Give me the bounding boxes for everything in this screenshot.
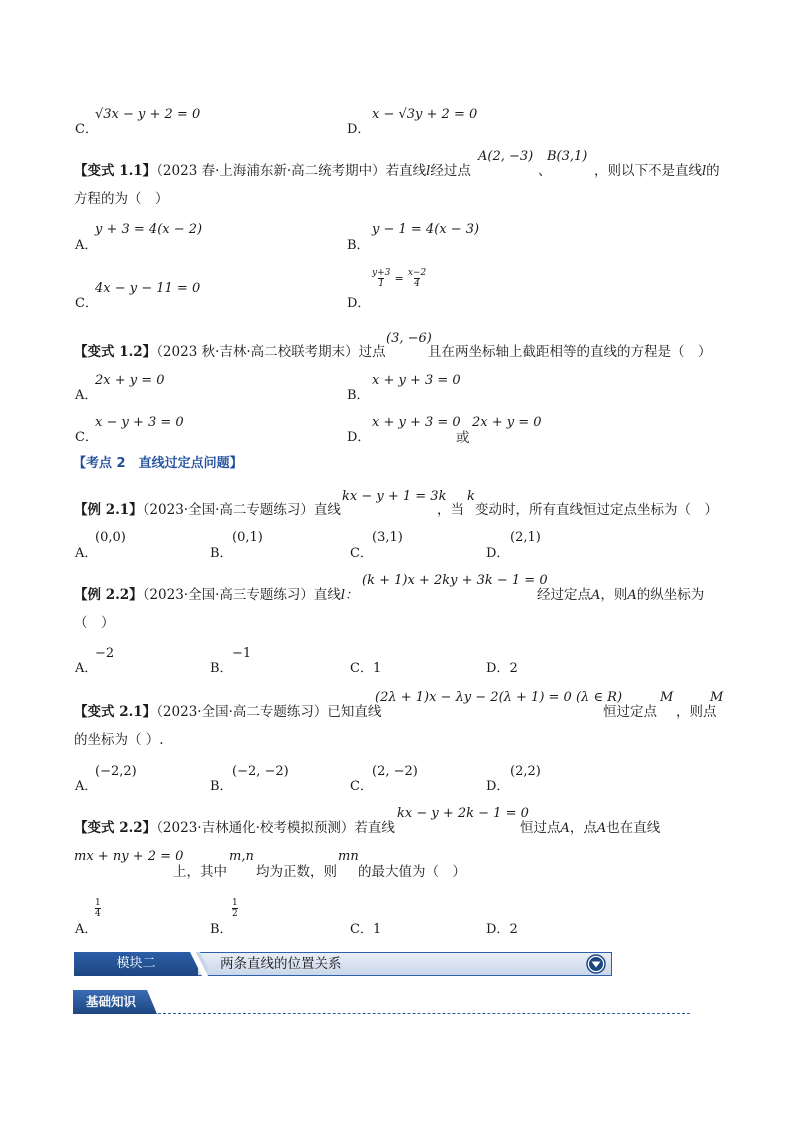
v21-option-d: (2,2) (510, 764, 541, 779)
v12-text2: 且在两坐标轴上截距相等的直线的方程是（ ） (428, 344, 712, 360)
v12-option-d-math2: 2x + y = 0 (472, 415, 542, 430)
e22-equation: (k + 1)x + 2ky + 3k − 1 = 0 (362, 573, 548, 588)
v21-option-d-label: D． (486, 779, 510, 794)
v21-question-line2: 的坐标为（ ）. (74, 732, 164, 748)
section-heading: 【考点 2 直线过定点问题】 (73, 456, 243, 471)
v21-text3: ，则点 (676, 704, 717, 720)
fraction: $\frac{1}{4}$ (95, 898, 101, 919)
e22-source: （2023·全国·高三专题练习） (142, 587, 314, 603)
option-d-label: D． (347, 122, 371, 137)
v12-option-d-label: D． (347, 430, 371, 445)
v22-vars-mn: m,n (229, 849, 254, 864)
e22-question-line1 (74, 583, 358, 603)
v11-point-a: A(2, −3) (478, 149, 534, 164)
v22-text6: 均为正数，则 (256, 864, 337, 880)
e22-text3: ，则 (600, 587, 628, 603)
v22-tag: 【变式 2.2】 (74, 820, 157, 836)
v12-option-a-label: A． (75, 388, 98, 403)
option-c-math: √3x − y + 2 = 0 (95, 107, 201, 122)
v11-question-line1b (594, 159, 720, 179)
module-title: 两条直线的位置关系 (220, 956, 342, 972)
v22-equation: kx − y + 2k − 1 = 0 (397, 806, 529, 821)
e22-text4: 的纵坐标为 (636, 587, 705, 603)
basics-tab (73, 990, 157, 1014)
v11-var-l: l (426, 164, 431, 179)
v12-option-a-math: 2x + y = 0 (95, 373, 165, 388)
e21-tag: 【例 2.1】 (74, 502, 143, 518)
v11-option-b-label: B． (347, 238, 370, 253)
option-d-math: x − √3y + 2 = 0 (372, 107, 478, 122)
e22-var-l: l： (340, 588, 359, 603)
v21-var-m-2: M (710, 690, 724, 705)
e22-var-a: A (591, 588, 601, 603)
v11-option-a-math: y + 3 = 4(x − 2) (95, 222, 203, 237)
v22-equation2: mx + ny + 2 = 0 (74, 849, 184, 864)
e22-option-d-label: D．2 (486, 661, 518, 676)
chevron-down-circle-icon[interactable] (586, 954, 606, 974)
v21-text1: 已知直线 (327, 704, 382, 720)
v22-text5: 上，其中 (173, 864, 227, 880)
v21-option-c: (2, −2) (372, 764, 418, 779)
e22-option-b: −1 (232, 646, 252, 661)
option-c-label: C． (75, 122, 98, 137)
v22-source: （2023·吉林通化·校考模拟预测） (156, 820, 355, 836)
v12-question-line1 (74, 340, 386, 360)
v21-source: （2023·全国·高二专题练习） (156, 704, 328, 720)
v22-var-mn: mn (338, 849, 359, 864)
v22-text1: 若直线 (354, 820, 395, 836)
v22-option-d-label: D．2 (486, 922, 518, 937)
v12-source: （2023 秋·吉林·高二校联考期末） (156, 344, 359, 360)
v11-option-c-math: 4x − y − 11 = 0 (95, 281, 201, 296)
basics-label: 基础知识 (85, 994, 136, 1009)
v12-option-b-math: x + y + 3 = 0 (372, 373, 461, 388)
v11-text2: 经过点 (430, 163, 471, 179)
v21-var-m: M (660, 690, 674, 705)
v11-source: （2023 春·上海浦东新·高二统考期中） (156, 163, 386, 179)
fraction: $\frac{x-2}{4}$ (407, 268, 427, 289)
v12-option-b-label: B． (347, 388, 370, 403)
e21-text2: ，当 (437, 502, 464, 518)
v12-text1: 过点 (358, 344, 386, 360)
v21-option-b: (−2, −2) (232, 764, 289, 779)
v22-option-b-label: B． (210, 922, 233, 937)
e22-text1: 直线 (313, 587, 341, 603)
v12-option-c-label: C． (75, 430, 98, 445)
v21-option-c-label: C． (350, 779, 373, 794)
e22-question-line1b (537, 583, 704, 603)
e21-question-line1 (74, 498, 341, 518)
e21-option-b: (0,1) (232, 530, 263, 545)
e22-option-a-label: A． (75, 661, 98, 676)
v22-text3: ，点 (569, 820, 597, 836)
fraction: $\frac{y+3}{1}$ (372, 268, 391, 289)
v21-option-a: (−2,2) (95, 764, 137, 779)
e22-question-line2: （ ） (74, 615, 115, 631)
module-label: 模块二 (116, 956, 156, 971)
v12-option-d-math1: x + y + 3 = 0 (372, 415, 461, 430)
v11-text4: 的 (706, 163, 720, 179)
v21-option-a-label: A． (75, 779, 98, 794)
v11-option-d-label: D． (347, 296, 371, 311)
v11-point-b: B(3,1) (547, 149, 588, 164)
v21-text2: 恒过定点 (603, 704, 657, 720)
e21-text3: 变动时，所有直线恒过定点坐标为（ ） (475, 502, 718, 518)
e21-option-d-label: D． (486, 546, 510, 561)
v22-question-line1 (74, 816, 395, 836)
v21-option-b-label: B． (210, 779, 233, 794)
v12-option-d-or: 或 (456, 430, 470, 446)
v11-sep: 、 (538, 163, 552, 179)
v12-option-c-math: x − y + 3 = 0 (95, 415, 184, 430)
e21-option-a-label: A． (75, 546, 98, 561)
v11-text3: ，则以下不是直线 (594, 163, 702, 179)
dashed-divider (158, 1013, 690, 1014)
e22-option-b-label: B． (210, 661, 233, 676)
v22-var-a: A (560, 821, 570, 836)
e22-var-a-2: A (627, 588, 637, 603)
e21-option-d: (2,1) (510, 530, 541, 545)
v22-option-a-label: A． (75, 922, 98, 937)
v22-text2: 恒过点 (520, 820, 561, 836)
v11-text1: 若直线 (385, 163, 427, 179)
e21-option-a: (0,0) (95, 530, 126, 545)
e21-var-k: k (467, 489, 475, 504)
e21-option-c-label: C． (350, 546, 373, 561)
v11-question-line1 (74, 159, 471, 179)
v21-tag: 【变式 2.1】 (74, 704, 157, 720)
e21-option-b-label: B． (210, 546, 233, 561)
v22-option-a (95, 898, 101, 919)
v11-option-d-math: $\frac{y+3}{1}$ = $\frac{x-2}{4}$ (372, 268, 427, 289)
v22-text7: 的最大值为（ ） (358, 864, 466, 880)
v11-option-b-math: y − 1 = 4(x − 3) (372, 222, 480, 237)
v11-question-line2: 方程的为（ ） (74, 191, 169, 207)
e21-option-c: (3,1) (372, 530, 403, 545)
e22-tag: 【例 2.2】 (74, 587, 143, 603)
v11-tag: 【变式 1.1】 (74, 163, 157, 179)
e21-source: （2023·全国·高二专题练习） (142, 502, 314, 518)
v22-option-b (232, 898, 238, 919)
v22-question-line1b (520, 816, 660, 836)
e22-option-c-label: C．1 (350, 661, 382, 676)
v22-option-c-label: C．1 (350, 922, 382, 937)
v22-text4: 也在直线 (606, 820, 661, 836)
fraction: $\frac{1}{2}$ (232, 898, 238, 919)
v11-option-a-label: A． (75, 238, 98, 253)
v21-equation: (2λ + 1)x − λy − 2(λ + 1) = 0 (λ ∈ R) (375, 690, 623, 705)
e22-text2: 经过定点 (537, 587, 591, 603)
v12-point: (3, −6) (386, 331, 432, 346)
v11-option-c-label: C． (75, 296, 98, 311)
v11-var-l-2: l (702, 164, 707, 179)
e21-text1: 直线 (313, 502, 341, 518)
e22-option-a: −2 (95, 646, 115, 661)
v12-tag: 【变式 1.2】 (74, 344, 157, 360)
v21-question-line1 (74, 700, 381, 720)
e21-equation: kx − y + 1 = 3k (342, 489, 447, 504)
module-bar (74, 952, 612, 976)
v22-var-a-2: A (596, 821, 607, 836)
